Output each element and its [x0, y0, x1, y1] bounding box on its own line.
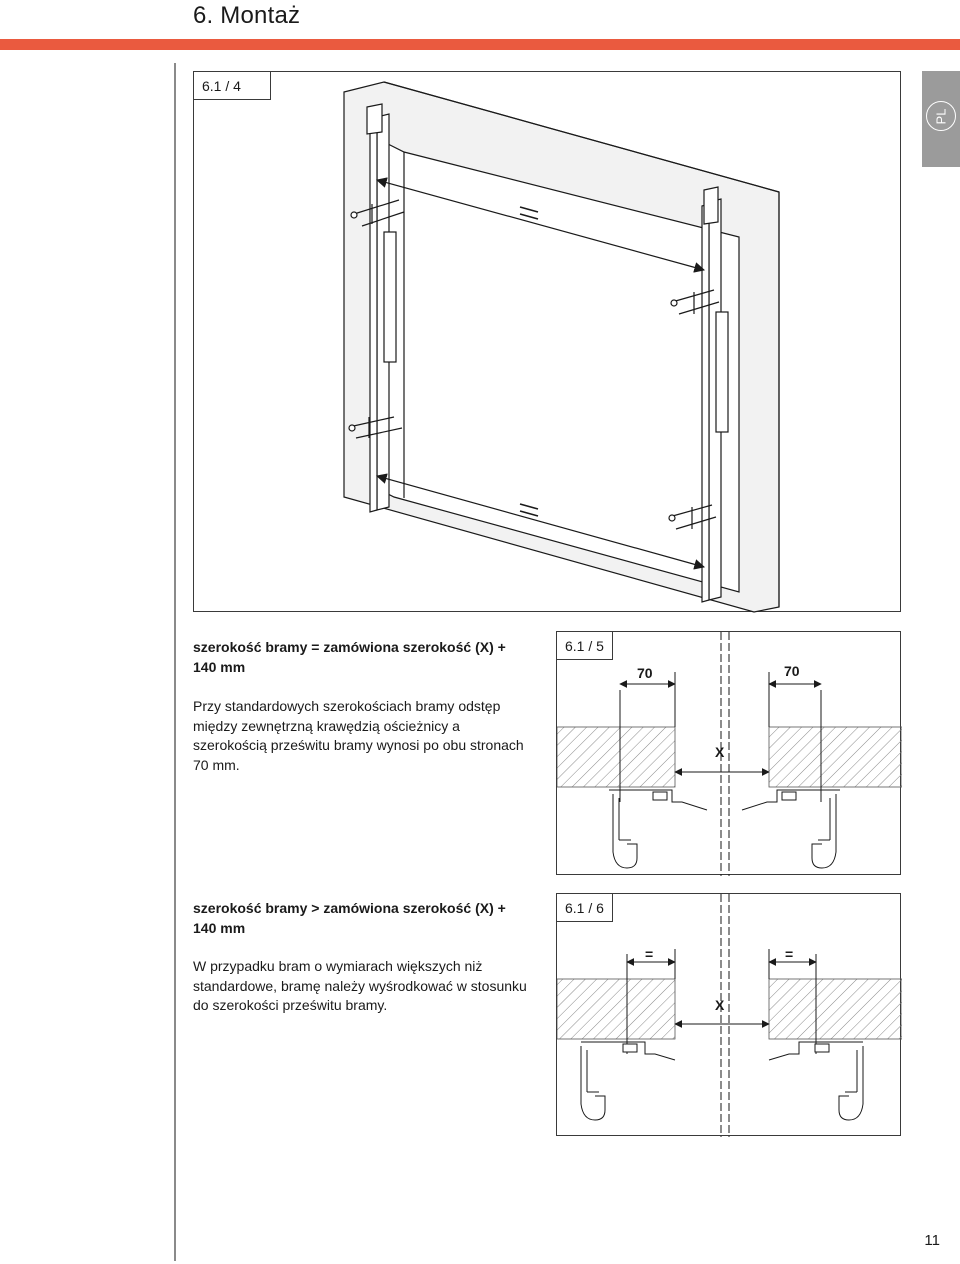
figure-label: 6.1 / 4	[194, 72, 271, 100]
figure-standard-width	[556, 631, 901, 875]
margin-rule	[174, 63, 176, 1261]
opening-width-label: X	[715, 744, 725, 760]
dimension-right: =	[785, 946, 794, 962]
opening-width-label: X	[715, 997, 725, 1013]
frame-installation-drawing	[194, 72, 902, 613]
header-accent-bar	[0, 39, 960, 50]
standard-width-text	[193, 638, 533, 775]
language-label: PL	[933, 108, 949, 124]
dimension-left: =	[645, 946, 654, 962]
block-heading: szerokość bramy = zamówiona szerokość (X) + 140 mm	[193, 639, 506, 675]
standard-width-section	[557, 632, 902, 876]
block-body: W przypadku bram o wymiarach większych niż standardowe, bramę należy wyśrodkować w stosunku do szerokości prześwitu bramy.	[193, 958, 527, 1013]
oversize-width-section	[557, 894, 902, 1137]
block-body: Przy standardowych szerokościach bramy odstęp między zewnętrzną krawędzią ościeżnicy a szerokością prześwitu bramy wynosi po obu stronach 70 mm.	[193, 698, 524, 773]
dimension-right: 70	[784, 663, 800, 679]
dimension-left: 70	[637, 665, 653, 681]
figure-oversize-width	[556, 893, 901, 1136]
figure-label: 6.1 / 5	[557, 632, 613, 660]
section-title: 6. Montaż	[193, 2, 301, 29]
oversize-width-text	[193, 899, 533, 1016]
language-tab	[922, 71, 960, 167]
block-heading: szerokość bramy > zamówiona szerokość (X) + 140 mm	[193, 900, 506, 936]
figure-frame-installation	[193, 71, 901, 612]
figure-label: 6.1 / 6	[557, 894, 613, 922]
page-number: 11	[924, 1232, 940, 1249]
language-badge	[926, 101, 956, 131]
